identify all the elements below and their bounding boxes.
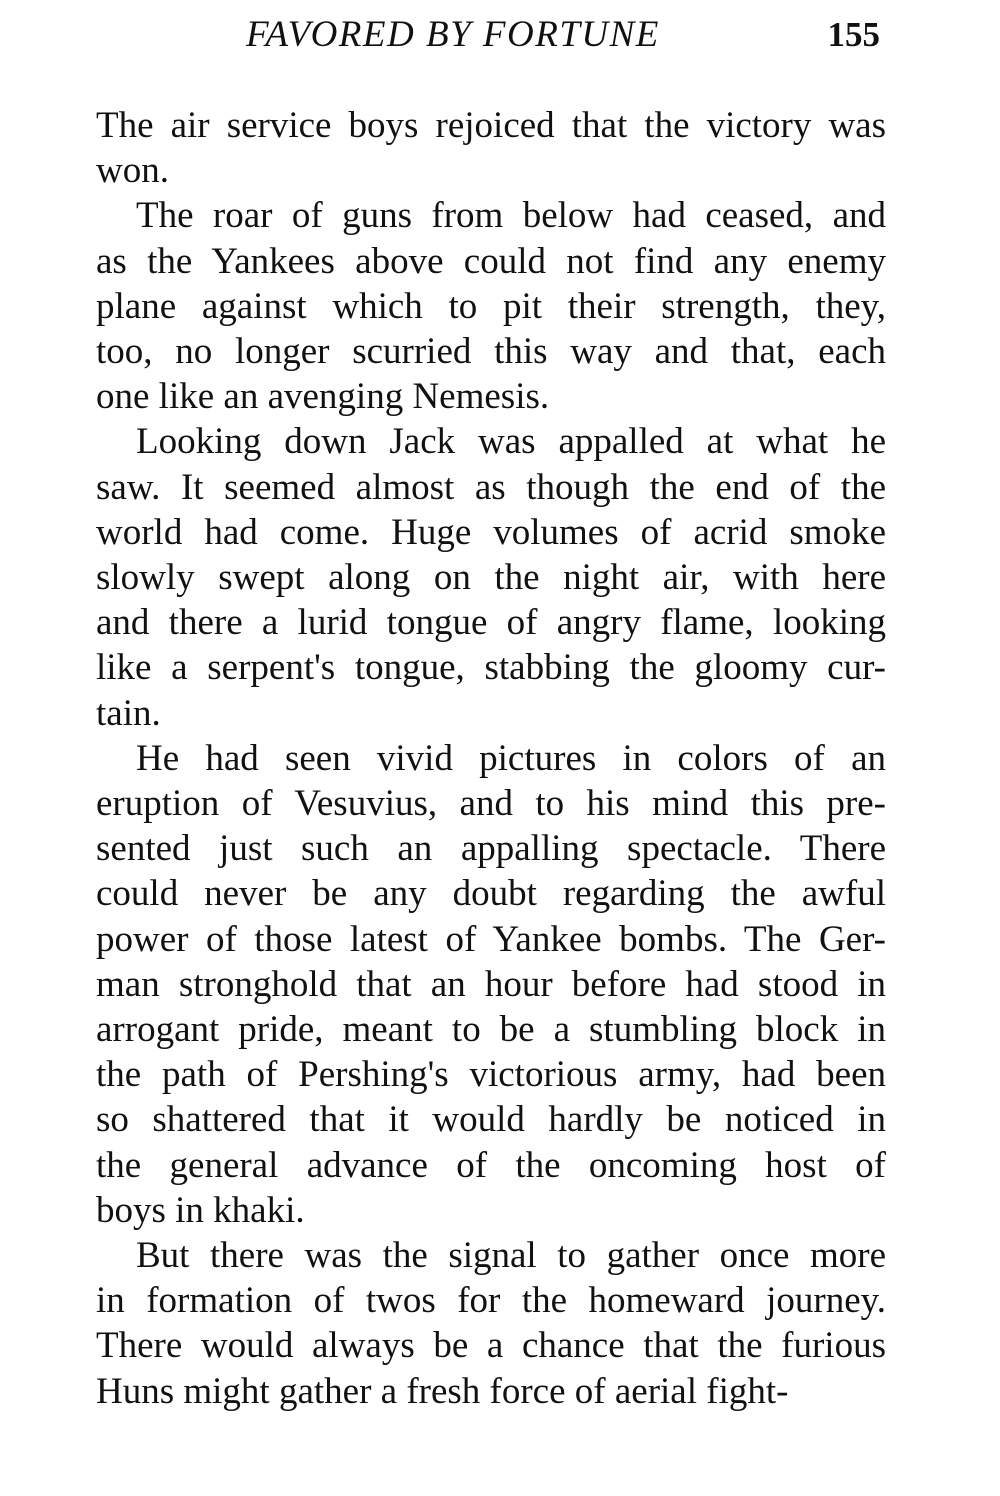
- text-line: in formation of twos for the homeward journey.: [96, 1280, 886, 1322]
- paragraph: [96, 419, 886, 735]
- text-line: But there was the signal to gather once more: [136, 1235, 886, 1277]
- text-line: too, no longer scurried this way and that, each: [96, 331, 886, 373]
- text-line: the path of Pershing's victorious army, had been: [96, 1054, 886, 1096]
- text-line: slowly swept along on the night air, with here: [96, 557, 886, 599]
- running-title: FAVORED BY FORTUNE: [246, 14, 660, 55]
- text-line: as the Yankees above could not find any enemy: [96, 240, 886, 282]
- text-line: the general advance of the oncoming host of: [96, 1144, 886, 1186]
- text-line: could never be any doubt regarding the awful: [96, 873, 886, 915]
- paragraph: [96, 193, 886, 419]
- text-line: arrogant pride, meant to be a stumbling block in: [96, 1009, 886, 1051]
- paragraph: [96, 103, 886, 193]
- text-line: man stronghold that an hour before had stood in: [96, 963, 886, 1005]
- body-text: [96, 103, 886, 1414]
- text-line: power of those latest of Yankee bombs. The Ger-: [96, 918, 886, 960]
- text-line: saw. It seemed almost as though the end of the: [96, 466, 886, 508]
- text-line: He had seen vivid pictures in colors of an: [136, 737, 886, 779]
- text-line: The air service boys rejoiced that the victory was: [96, 105, 886, 146]
- text-line: one like an avenging Nemesis.: [96, 376, 550, 418]
- paragraph: [96, 736, 886, 1233]
- text-line: boys in khaki.: [96, 1189, 305, 1231]
- paragraph: [96, 1233, 886, 1414]
- text-line: Huns might gather a fresh force of aerial fight-: [96, 1370, 789, 1412]
- page-number: 155: [827, 15, 880, 54]
- text-line: tain.: [96, 692, 161, 734]
- text-line: like a serpent's tongue, stabbing the gloomy cur-: [96, 647, 886, 689]
- running-head: [96, 10, 886, 60]
- text-line: so shattered that it would hardly be noticed in: [96, 1099, 886, 1141]
- text-line: There would always be a chance that the furious: [96, 1325, 886, 1367]
- text-line: The roar of guns from below had ceased, and: [136, 195, 886, 237]
- text-line: and there a lurid tongue of angry flame, looking: [96, 602, 886, 644]
- text-line: world had come. Huge volumes of acrid smoke: [96, 511, 886, 553]
- text-line: Looking down Jack was appalled at what he: [136, 421, 886, 463]
- text-line: sented just such an appalling spectacle. There: [96, 828, 886, 870]
- text-line: plane against which to pit their strength, they,: [96, 285, 886, 327]
- text-line: won.: [96, 150, 169, 192]
- text-line: eruption of Vesuvius, and to his mind this pre-: [96, 783, 886, 825]
